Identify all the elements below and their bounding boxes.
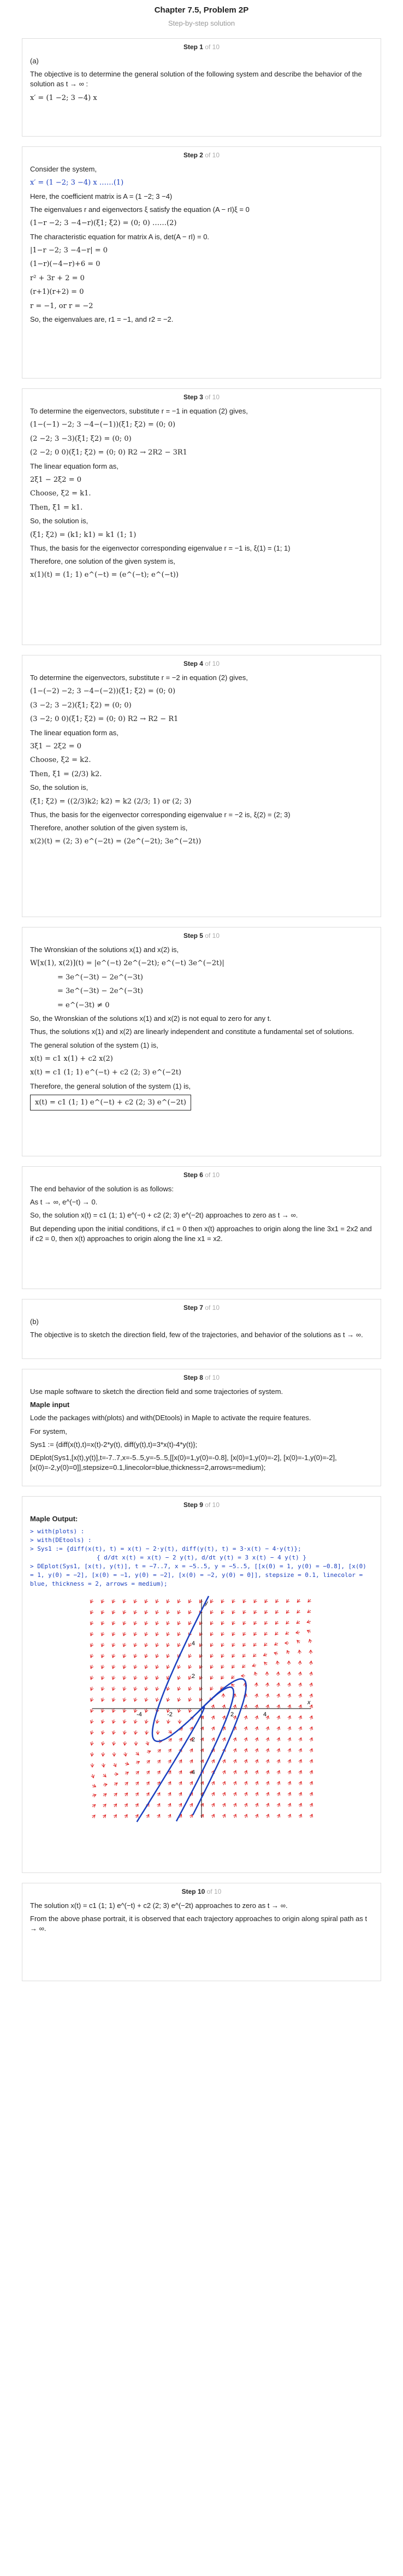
char-line: (r+1)(r+2) = 0 bbox=[30, 288, 84, 297]
text: Therefore, the general solution of the system (1) is, bbox=[30, 1082, 191, 1090]
section-heading: Maple input bbox=[30, 1401, 70, 1409]
then-eq: Then, ξ1 = k1. bbox=[30, 503, 83, 512]
direction-arrow-head bbox=[125, 1815, 127, 1818]
general-eq: x(t) = c1 x(1) + c2 x(2) bbox=[30, 1054, 113, 1063]
step-heading: Step 10 of 10 bbox=[181, 1888, 222, 1895]
boxed-general-solution: x(t) = c1 (1; 1) e^(−t) + c2 (2; 3) e^(−2t) bbox=[30, 1095, 191, 1111]
text: Use maple software to sketch the direction field and some trajectories of system. bbox=[30, 1387, 283, 1396]
solution-x2: x(2)(t) = (2; 3) e^(−2t) = (2e^(−2t); 3e^(−2t)) bbox=[30, 837, 202, 846]
text: So, the eigenvalues are, r1 = −1, and r2 = −2. bbox=[30, 315, 174, 324]
step-heading: Step 9 of 10 bbox=[183, 1501, 220, 1509]
direction-arrow-head bbox=[146, 1782, 149, 1785]
solution-vector: (ξ1; ξ2) = ((2/3)k2; k2) = k2 (2/3; 1) or (2; 3) bbox=[30, 797, 192, 806]
wronskian-line: = 3e^(−3t) − 2e^(−3t) bbox=[57, 987, 143, 996]
direction-arrow-head bbox=[179, 1738, 182, 1741]
step-9 bbox=[22, 1496, 381, 1873]
page-title: Chapter 7.5, Problem 2P bbox=[154, 5, 249, 15]
matrix-row: (3 −2; 3 −2)(ξ1; ξ2) = (0; 0) bbox=[30, 701, 132, 710]
solution-vector: (ξ1; ξ2) = (k1; k1) = k1 (1; 1) bbox=[30, 530, 137, 539]
step-heading: Step 1 of 10 bbox=[183, 43, 220, 51]
x-tick-label: 4 bbox=[263, 1711, 267, 1718]
step-7 bbox=[22, 1299, 381, 1359]
text: But depending upon the initial conditions, if c1 = 0 then x(t) approaches to origin along the line 3x1 = 2x2 and if c2 = 0, then x(t) approaches to origin along the line x1 = x2. bbox=[30, 1224, 372, 1243]
then-eq: Then, ξ1 = (2/3) k2. bbox=[30, 770, 102, 778]
maple-line: > with(DEtools) : bbox=[30, 1537, 92, 1544]
text: The solution x(t) = c1 (1; 1) e^(−t) + c2 (2; 3) e^(−2t) approaches to zero as t → ∞. bbox=[30, 1901, 288, 1910]
x-axis-label: x bbox=[307, 1699, 311, 1706]
text: The linear equation form as, bbox=[30, 462, 118, 470]
direction-arrow-head bbox=[254, 1632, 257, 1635]
char-line: |1−r −2; 3 −4−r| = 0 bbox=[30, 246, 108, 255]
step-6 bbox=[22, 1166, 381, 1289]
objective-text: The objective is to sketch the direction field, few of the trajectories, and behavior of the solutions as t → ∞. bbox=[30, 1331, 363, 1339]
text: Therefore, one solution of the given system is, bbox=[30, 557, 175, 566]
part-label: (a) bbox=[30, 57, 39, 65]
maple-code: Sys1 := {diff(x(t),t)=x(t)-2*y(t), diff(y(t),t)=3*x(t)-4*y(t)}; bbox=[30, 1440, 198, 1449]
char-line: r = −1, or r = −2 bbox=[30, 302, 93, 310]
text: To determine the eigenvectors, substitute r = −1 in equation (2) gives, bbox=[30, 407, 248, 415]
step-heading: Step 4 of 10 bbox=[183, 660, 220, 667]
page-header bbox=[0, 0, 403, 38]
equation-2: (1−r −2; 3 −4−r)(ξ1; ξ2) = (0; 0) ……(2) bbox=[30, 219, 177, 228]
matrix-row: (1−(−1) −2; 3 −4−(−1))(ξ1; ξ2) = (0; 0) bbox=[30, 421, 176, 429]
direction-arrow-head bbox=[221, 1676, 224, 1679]
part-label: (b) bbox=[30, 1317, 39, 1326]
text: The characteristic equation for matrix A is, det(A − rI) = 0. bbox=[30, 232, 210, 241]
text: The eigenvalues r and eigenvectors ξ satisfy the equation (A − rI)ξ = 0 bbox=[30, 205, 250, 214]
step-8 bbox=[22, 1369, 381, 1486]
direction-arrow-head bbox=[265, 1610, 268, 1614]
choose-eq: Choose, ξ2 = k2. bbox=[30, 756, 91, 765]
y-tick-label: -4 bbox=[189, 1769, 195, 1776]
maple-code: DEplot(Sys1,[x(t),y(t)],t=-7..7,x=-5..5,y=-5..5,[[x(0)=1,y(0)=-0.8], [x(0)=1,y(0)=-2], [x(0)=-1,y(0)=-2], [x(0)=-2,y(0)=0]],stepsize=0.1,linecolor=blue,thickness=2,arrows=medium); bbox=[30, 1453, 337, 1472]
text: The Wronskian of the solutions x(1) and x(2) is, bbox=[30, 946, 179, 954]
direction-arrow-head bbox=[114, 1783, 117, 1786]
char-line: r² + 3r + 2 = 0 bbox=[30, 274, 85, 282]
text: So, the solution is, bbox=[30, 517, 88, 525]
trajectory-curve bbox=[152, 1596, 209, 1741]
y-tick-label: 2 bbox=[191, 1673, 195, 1680]
matrix-row: (1−(−2) −2; 3 −4−(−2))(ξ1; ξ2) = (0; 0) bbox=[30, 687, 176, 696]
y-axis-label: y bbox=[205, 1599, 208, 1606]
step-heading: Step 3 of 10 bbox=[183, 393, 220, 401]
maple-line: > DEplot(Sys1, [x(t), y(t)], t = −7..7, x = −5..5, y = −5..5, [[x(0) = 1, y(0) = −0.8], [x(0) = 1, y(0) = −2], [x(0) = −1, y(0) = −2], [x(0) = −2, y(0) = 0]], stepsize = 0.1, linecolor = blue, thickness = 2, arrows = medium); bbox=[30, 1562, 366, 1587]
linear-eq: 3ξ1 − 2ξ2 = 0 bbox=[30, 742, 81, 751]
step-2 bbox=[22, 146, 381, 379]
linear-eq: 2ξ1 − 2ξ2 = 0 bbox=[30, 475, 81, 484]
step-heading: Step 5 of 10 bbox=[183, 932, 220, 940]
text: As t → ∞, e^(−t) → 0. bbox=[30, 1198, 98, 1207]
text: The linear equation form as, bbox=[30, 728, 118, 737]
x-tick-label: 2 bbox=[230, 1711, 234, 1718]
text: So, the solution is, bbox=[30, 783, 88, 792]
text: For system, bbox=[30, 1427, 67, 1435]
page-subtitle: Step-by-step solution bbox=[168, 19, 235, 27]
step-10 bbox=[22, 1883, 381, 1981]
phase-portrait-plot bbox=[87, 1594, 316, 1823]
step-5 bbox=[22, 927, 381, 1156]
direction-arrow-head bbox=[135, 1804, 138, 1807]
matrix-row: (2 −2; 0 0)(ξ1; ξ2) = (0; 0) R2 → 2R2 − 3R1 bbox=[30, 448, 187, 457]
matrix-row: (3 −2; 0 0)(ξ1; ξ2) = (0; 0) R2 → R2 − R1 bbox=[30, 715, 179, 724]
text: Thus, the basis for the eigenvector corresponding eigenvalue r = −2 is, ξ(2) = (2; 3) bbox=[30, 811, 291, 819]
equation-1: x′ = (1 −2; 3 −4) x ……(1) bbox=[30, 179, 124, 187]
text: From the above phase portrait, it is observed that each trajectory approaches to origin along spiral path as t → ∞. bbox=[30, 1915, 368, 1933]
text: The end behavior of the solution is as follows: bbox=[30, 1185, 174, 1193]
direction-arrow-head bbox=[157, 1771, 160, 1774]
y-tick-label: -2 bbox=[189, 1736, 195, 1743]
direction-arrow-head bbox=[276, 1599, 278, 1603]
system-equation: x′ = (1 −2; 3 −4) x bbox=[30, 93, 97, 102]
step-4 bbox=[22, 655, 381, 917]
step-heading: Step 6 of 10 bbox=[183, 1171, 220, 1179]
text: Here, the coefficient matrix is A = (1 −2; 3 −4) bbox=[30, 192, 173, 200]
section-heading: Maple Output: bbox=[30, 1515, 78, 1523]
direction-arrow-head bbox=[286, 1631, 289, 1634]
y-tick-label: 4 bbox=[191, 1640, 195, 1647]
general-eq: x(t) = c1 (1; 1) e^(−t) + c2 (2; 3) e^(−2t) bbox=[30, 1068, 182, 1077]
text: So, the Wronskian of the solutions x(1) and x(2) is not equal to zero for any t. bbox=[30, 1014, 271, 1023]
text: Therefore, another solution of the given system is, bbox=[30, 824, 188, 832]
maple-output: { d/dt x(t) = x(t) − 2 y(t), d/dt y(t) = 3 x(t) − 4 y(t) } bbox=[96, 1554, 307, 1561]
char-line: (1−r)(−4−r)+6 = 0 bbox=[30, 260, 100, 269]
text: Thus, the basis for the eigenvector corresponding eigenvalue r = −1 is, ξ(1) = (1; 1) bbox=[30, 544, 291, 553]
text: To determine the eigenvectors, substitute r = −2 in equation (2) gives, bbox=[30, 673, 248, 682]
objective-text: The objective is to determine the general solution of the following system and describe the behavior of the solution as t → ∞ : bbox=[30, 70, 362, 88]
wronskian-line: = e^(−3t) ≠ 0 bbox=[57, 1001, 110, 1009]
text: Lode the packages with(plots) and with(DEtools) in Maple to activate the require features. bbox=[30, 1414, 311, 1422]
x-tick-label: -2 bbox=[167, 1711, 173, 1718]
trajectories bbox=[137, 1596, 246, 1822]
maple-line: > Sys1 := {diff(x(t), t) = x(t) − 2·y(t), diff(y(t), t) = 3·x(t) − 4·y(t)}; bbox=[30, 1545, 301, 1553]
wronskian-line: = 3e^(−3t) − 2e^(−3t) bbox=[57, 973, 143, 982]
text: Consider the system, bbox=[30, 165, 97, 173]
step-1 bbox=[22, 38, 381, 137]
text: The general solution of the system (1) is, bbox=[30, 1041, 158, 1049]
maple-line: > with(plots) : bbox=[30, 1528, 85, 1535]
step-3 bbox=[22, 388, 381, 645]
choose-eq: Choose, ξ2 = k1. bbox=[30, 489, 91, 498]
wronskian-line: W[x(1), x(2)](t) = |e^(−t) 2e^(−2t); e^(−t) 3e^(−2t)| bbox=[30, 959, 224, 968]
text: Thus, the solutions x(1) and x(2) are linearly independent and constitute a fundamental set of solutions. bbox=[30, 1027, 354, 1036]
text: So, the solution x(t) = c1 (1; 1) e^(−t) + c2 (2; 3) e^(−2t) approaches to zero as t → ∞. bbox=[30, 1211, 298, 1220]
step-heading: Step 8 of 10 bbox=[183, 1374, 220, 1381]
matrix-row: (2 −2; 3 −3)(ξ1; ξ2) = (0; 0) bbox=[30, 434, 132, 443]
step-heading: Step 7 of 10 bbox=[183, 1304, 220, 1311]
step-heading: Step 2 of 10 bbox=[183, 151, 220, 159]
direction-arrow-head bbox=[243, 1643, 246, 1646]
solution-x1: x(1)(t) = (1; 1) e^(−t) = (e^(−t); e^(−t)) bbox=[30, 571, 179, 580]
x-tick-label: -4 bbox=[137, 1711, 142, 1718]
